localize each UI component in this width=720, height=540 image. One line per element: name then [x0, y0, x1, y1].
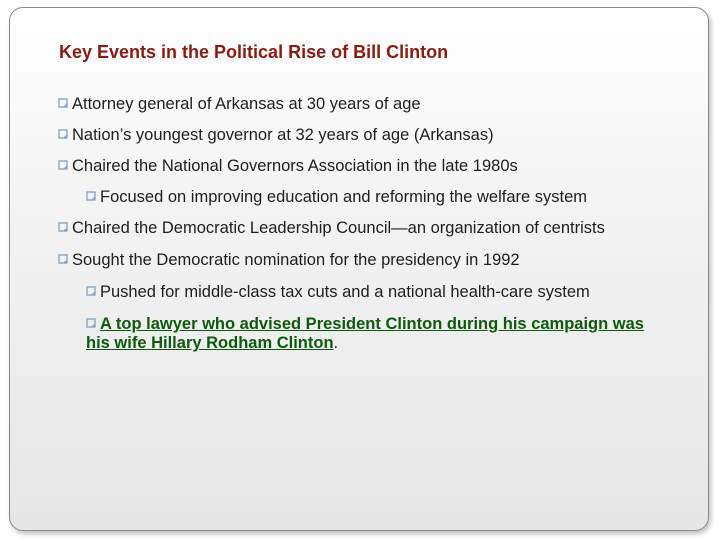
bullet-item	[58, 156, 518, 176]
bullet-text: Chaired the Democratic Leadership Council—an organization of centrists	[72, 219, 605, 237]
bullet-item	[58, 250, 520, 270]
bullet-item-sub	[86, 187, 587, 207]
page-fold-bullet-icon	[58, 98, 68, 108]
bullet-item	[58, 125, 494, 145]
bullet-text: Nation’s youngest governor at 32 years of age (Arkansas)	[72, 126, 494, 144]
bullet-text: Chaired the National Governors Association in the late 1980s	[72, 157, 518, 175]
page-fold-bullet-icon	[58, 129, 68, 139]
slide-title: Key Events in the Political Rise of Bill Clinton	[59, 42, 449, 62]
bullet-item	[58, 94, 421, 114]
bullet-text: Attorney general of Arkansas at 30 years of age	[72, 95, 421, 113]
slide-panel	[9, 7, 709, 531]
bullet-item-sub-highlight	[86, 314, 686, 353]
bullet-text: Focused on improving education and reforming the welfare system	[100, 188, 587, 206]
bullet-item-sub	[86, 282, 590, 302]
page-fold-bullet-icon	[58, 160, 68, 170]
page-fold-bullet-icon	[58, 254, 68, 264]
page-fold-bullet-icon	[86, 191, 96, 201]
hyperlink-text-line2[interactable]: his wife Hillary Rodham Clinton	[86, 334, 334, 352]
page-fold-bullet-icon	[86, 314, 96, 324]
bullet-text: Pushed for middle-class tax cuts and a national health-care system	[100, 283, 590, 301]
hyperlink-text-line1[interactable]: A top lawyer who advised President Clinton during his campaign was	[100, 315, 644, 333]
bullet-text: Sought the Democratic nomination for the presidency in 1992	[72, 251, 520, 269]
bullet-item	[58, 218, 605, 238]
page-fold-bullet-icon	[86, 286, 96, 296]
trailing-period: .	[333, 334, 339, 352]
page-fold-bullet-icon	[58, 222, 68, 232]
